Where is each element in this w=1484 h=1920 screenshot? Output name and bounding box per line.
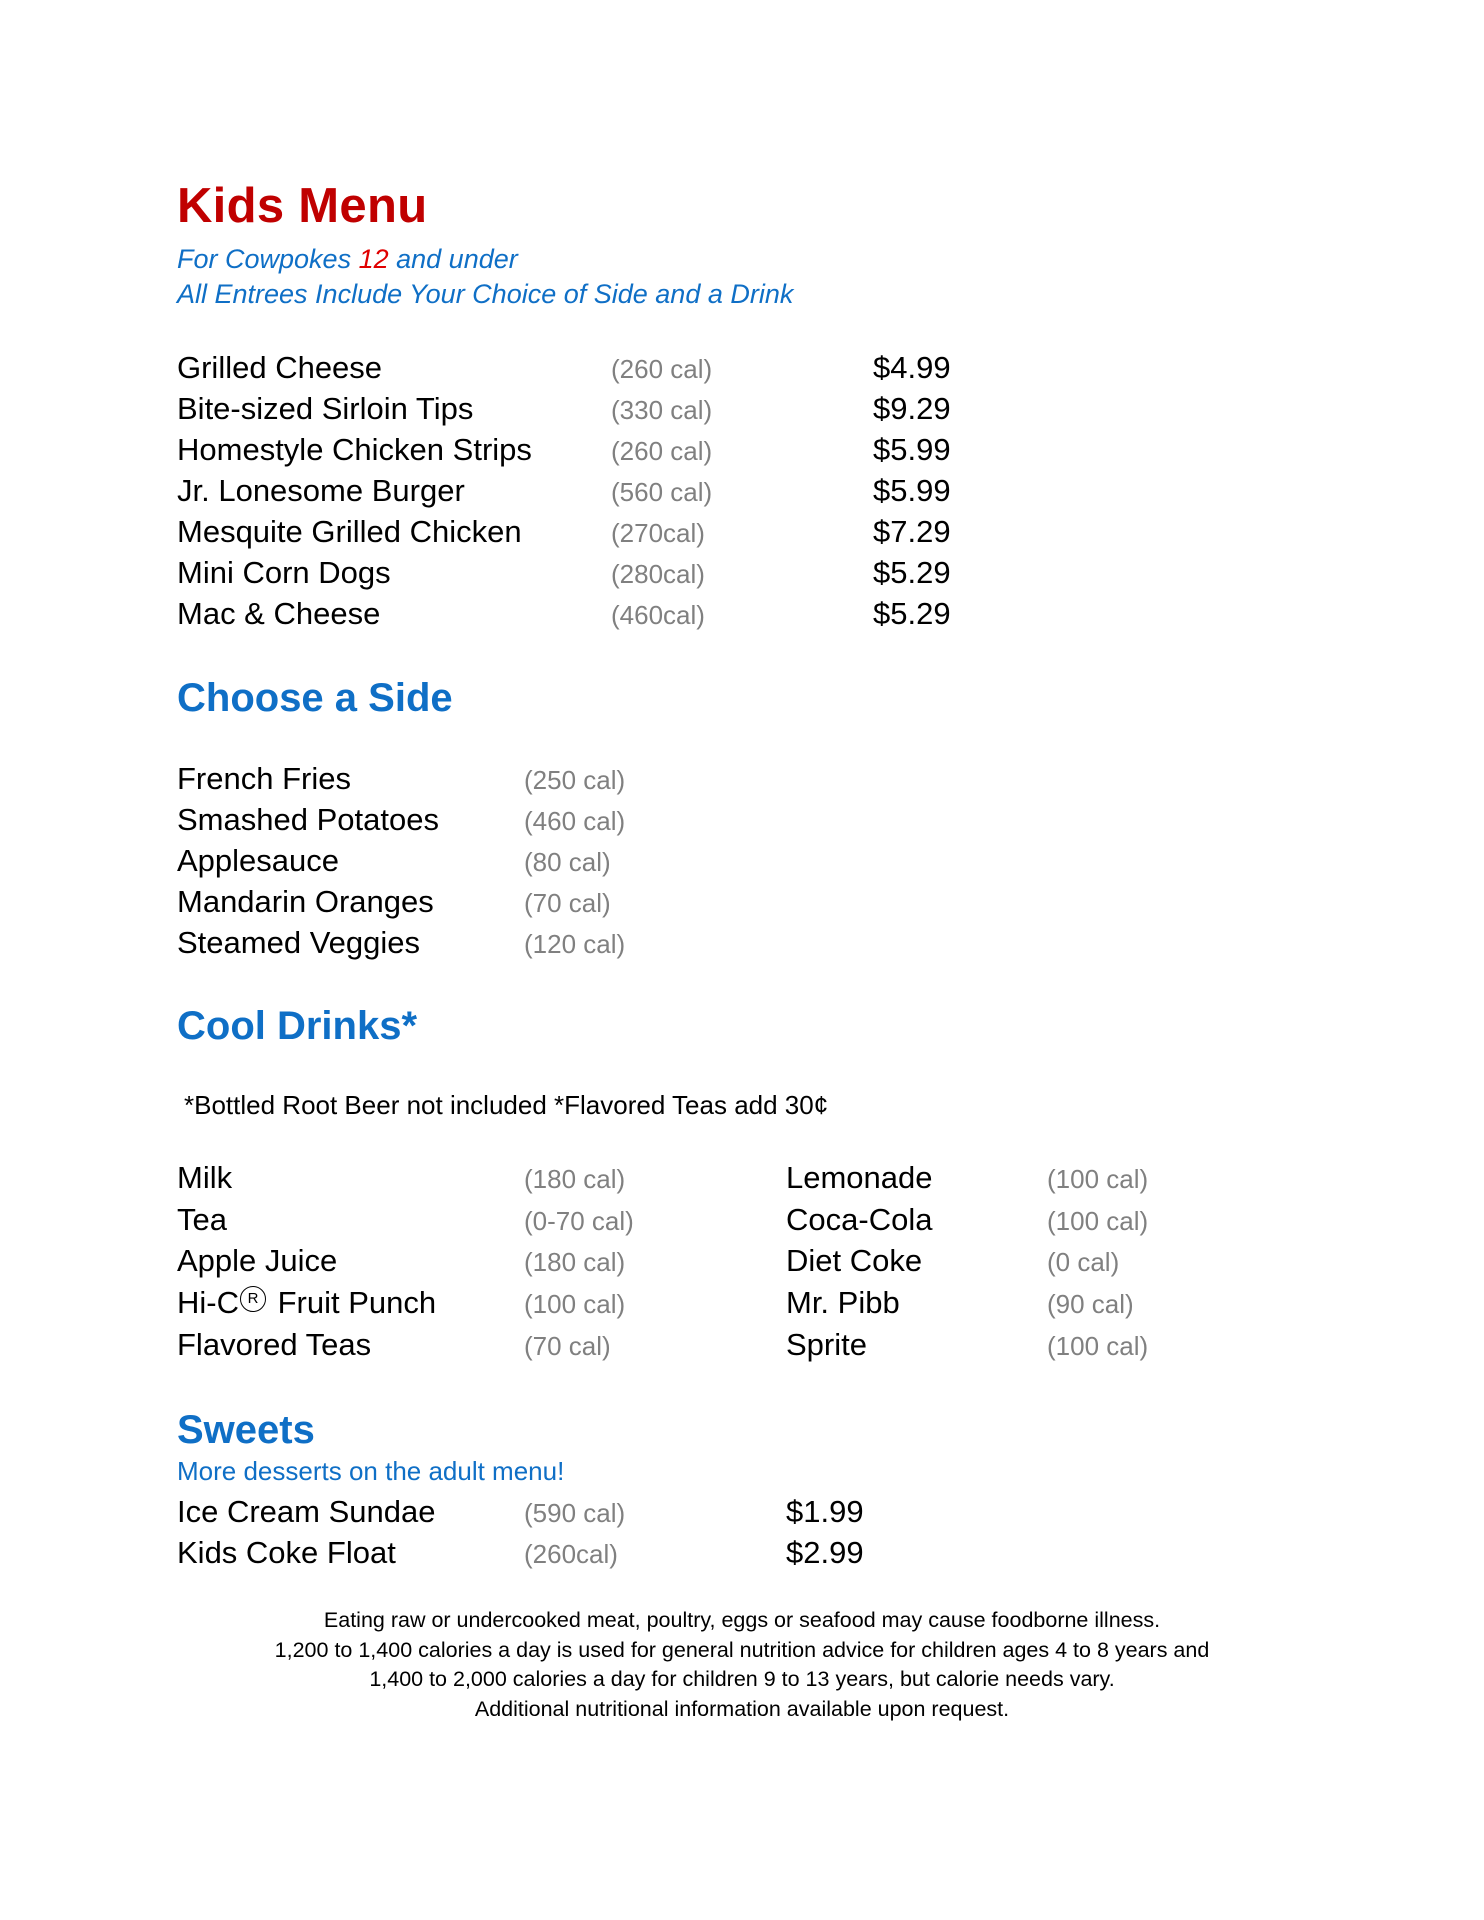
entree-price: $5.29 <box>873 555 951 590</box>
side-row <box>0 884 1484 924</box>
side-row <box>0 761 1484 801</box>
entree-price: $5.29 <box>873 596 951 631</box>
side-row <box>0 802 1484 842</box>
drink-name: Milk <box>177 1160 233 1195</box>
entree-cal: (260 cal) <box>611 436 713 466</box>
drink-cal: (0-70 cal) <box>524 1206 634 1236</box>
drink-cal: (180 cal) <box>524 1247 626 1277</box>
entree-cal: (460cal) <box>611 600 705 630</box>
nutrition-disclaimer <box>0 1606 1484 1724</box>
side-row <box>0 925 1484 965</box>
drink-cal: (100 cal) <box>1047 1206 1149 1236</box>
disclaimer-line: 1,200 to 1,400 calories a day is used for general nutrition advice for children ages 4 to 8 years and <box>274 1637 1210 1662</box>
entree-price: $5.99 <box>873 473 951 508</box>
entree-cal: (270cal) <box>611 518 705 548</box>
entree-row <box>0 555 1484 595</box>
sweet-row <box>0 1535 1484 1575</box>
entree-price: $4.99 <box>873 350 951 385</box>
sweet-name: Ice Cream Sundae <box>177 1494 436 1529</box>
entree-cal: (280cal) <box>611 559 705 589</box>
sides-heading: Choose a Side <box>177 676 453 720</box>
disclaimer-line: 1,400 to 2,000 calories a day for children 9 to 13 years, but calorie needs vary. <box>369 1667 1115 1691</box>
registered-trademark-icon: R <box>240 1286 266 1312</box>
drink-cal: (100 cal) <box>1047 1331 1149 1361</box>
drink-name-hic-flavor: Fruit Punch <box>269 1285 437 1320</box>
subtitle-age-suffix: and under <box>388 244 518 274</box>
entree-name: Jr. Lonesome Burger <box>177 473 465 508</box>
entree-row <box>0 514 1484 554</box>
entree-row <box>0 391 1484 431</box>
drink-cal: (70 cal) <box>524 1331 611 1361</box>
drink-name: Tea <box>177 1202 227 1237</box>
drink-name-hic <box>177 1285 436 1321</box>
side-cal: (70 cal) <box>524 888 611 918</box>
drink-cal: (100 cal) <box>524 1289 626 1319</box>
entree-name: Mini Corn Dogs <box>177 555 391 590</box>
drink-name: Lemonade <box>786 1160 933 1195</box>
side-cal: (80 cal) <box>524 847 611 877</box>
entree-cal: (260 cal) <box>611 354 713 384</box>
disclaimer-line: Eating raw or undercooked meat, poultry, eggs or seafood may cause foodborne illness. <box>323 1608 1161 1632</box>
sweet-price: $1.99 <box>786 1494 864 1529</box>
drink-cal: (100 cal) <box>1047 1164 1149 1194</box>
sweet-cal: (260cal) <box>524 1539 618 1569</box>
drink-row <box>0 1243 1484 1283</box>
drink-row <box>0 1160 1484 1200</box>
sweets-note: More desserts on the adult menu! <box>177 1456 565 1486</box>
disclaimer-line: Additional nutritional information available upon request. <box>474 1696 1010 1721</box>
drinks-heading: Cool Drinks* <box>177 1004 418 1048</box>
subtitle-age <box>177 244 518 275</box>
drink-cal: (90 cal) <box>1047 1289 1134 1319</box>
sweet-cal: (590 cal) <box>524 1498 626 1528</box>
drink-name-hic-brand: Hi-C <box>177 1285 239 1320</box>
drink-row <box>0 1285 1484 1325</box>
entree-name: Grilled Cheese <box>177 350 383 385</box>
subtitle-age-prefix: For Cowpokes <box>177 244 359 274</box>
drink-name: Apple Juice <box>177 1243 338 1278</box>
entree-row <box>0 432 1484 472</box>
entree-price: $5.99 <box>873 432 951 467</box>
subtitle-age-number: 12 <box>358 244 389 274</box>
side-cal: (460 cal) <box>524 806 626 836</box>
drink-cal: (180 cal) <box>524 1164 626 1194</box>
drink-name: Diet Coke <box>786 1243 923 1278</box>
side-name: Mandarin Oranges <box>177 884 434 919</box>
side-row <box>0 843 1484 883</box>
entree-price: $9.29 <box>873 391 951 426</box>
entree-name: Bite-sized Sirloin Tips <box>177 391 474 426</box>
page-title: Kids Menu <box>177 179 428 233</box>
entree-price: $7.29 <box>873 514 951 549</box>
sweet-price: $2.99 <box>786 1535 864 1570</box>
entree-row <box>0 350 1484 390</box>
entree-name: Mac & Cheese <box>177 596 381 631</box>
drink-cal: (0 cal) <box>1047 1247 1120 1277</box>
side-name: Smashed Potatoes <box>177 802 439 837</box>
entree-name: Homestyle Chicken Strips <box>177 432 532 467</box>
side-name: French Fries <box>177 761 351 796</box>
side-cal: (120 cal) <box>524 929 626 959</box>
drink-name: Mr. Pibb <box>786 1285 900 1320</box>
drink-row <box>0 1202 1484 1242</box>
entree-row <box>0 596 1484 636</box>
entree-cal: (560 cal) <box>611 477 713 507</box>
side-name: Applesauce <box>177 843 340 878</box>
sweets-heading: Sweets <box>177 1408 315 1452</box>
sweet-row <box>0 1494 1484 1534</box>
side-cal: (250 cal) <box>524 765 626 795</box>
drink-name: Flavored Teas <box>177 1327 372 1362</box>
drink-name: Coca-Cola <box>786 1202 933 1237</box>
sweet-name: Kids Coke Float <box>177 1535 396 1570</box>
side-name: Steamed Veggies <box>177 925 421 960</box>
entree-name: Mesquite Grilled Chicken <box>177 514 522 549</box>
drinks-note: *Bottled Root Beer not included *Flavored Teas add 30¢ <box>184 1090 829 1120</box>
entree-row <box>0 473 1484 513</box>
drink-row <box>0 1327 1484 1367</box>
subtitle-includes: All Entrees Include Your Choice of Side and a Drink <box>177 279 794 309</box>
drink-name: Sprite <box>786 1327 867 1362</box>
entree-cal: (330 cal) <box>611 395 713 425</box>
